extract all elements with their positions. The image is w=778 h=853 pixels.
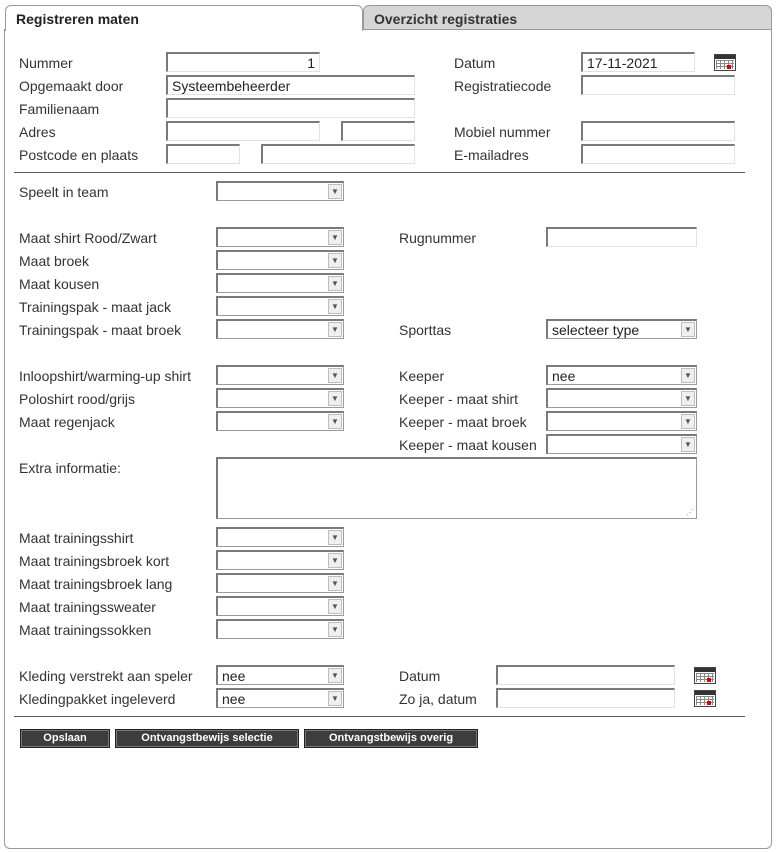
trainingssokken-select[interactable] bbox=[216, 619, 344, 639]
maat-kousen-label: Maat kousen bbox=[19, 276, 100, 292]
ontvangstbewijs-selectie-button[interactable]: Ontvangstbewijs selectie bbox=[115, 729, 299, 748]
kledingpakket-ingeleverd-label: Kledingpakket ingeleverd bbox=[19, 691, 176, 707]
kleding-verstrekt-label: Kleding verstrekt aan speler bbox=[19, 668, 193, 684]
keeper-shirt-label: Keeper - maat shirt bbox=[399, 391, 519, 407]
regenjack-select[interactable] bbox=[216, 411, 344, 431]
chevron-down-icon: ▼ bbox=[328, 368, 342, 383]
chevron-down-icon: ▼ bbox=[328, 530, 342, 545]
maat-kousen-select[interactable] bbox=[216, 273, 344, 293]
poloshirt-label: Poloshirt rood/grijs bbox=[19, 391, 135, 407]
keeper-select[interactable] bbox=[546, 365, 697, 385]
chevron-down-icon: ▼ bbox=[328, 299, 342, 314]
keeper-kousen-label: Keeper - maat kousen bbox=[399, 437, 537, 453]
tab-overzicht-registraties[interactable]: Overzicht registraties bbox=[363, 5, 772, 29]
ontvangstbewijs-overig-button[interactable]: Ontvangstbewijs overig bbox=[304, 729, 478, 748]
keeper-shirt-select[interactable] bbox=[546, 388, 697, 408]
verstrekt-datum-field[interactable] bbox=[496, 665, 675, 685]
chevron-down-icon: ▼ bbox=[328, 184, 342, 199]
chevron-down-icon: ▼ bbox=[328, 691, 342, 706]
chevron-down-icon: ▼ bbox=[681, 437, 695, 452]
registratiecode-label: Registratiecode bbox=[454, 78, 552, 94]
keeper-value: nee bbox=[552, 368, 576, 384]
datum-label: Datum bbox=[454, 55, 496, 71]
familienaam-field[interactable] bbox=[166, 98, 415, 118]
familienaam-label: Familienaam bbox=[19, 101, 100, 117]
chevron-down-icon: ▼ bbox=[328, 276, 342, 291]
calendar-icon[interactable] bbox=[694, 690, 716, 707]
chevron-down-icon: ▼ bbox=[328, 553, 342, 568]
chevron-down-icon: ▼ bbox=[681, 391, 695, 406]
trainingsbroek-kort-select[interactable] bbox=[216, 550, 344, 570]
chevron-down-icon: ▼ bbox=[328, 253, 342, 268]
trainingsbroek-lang-label: Maat trainingsbroek lang bbox=[19, 576, 173, 592]
extra-informatie-textarea[interactable] bbox=[216, 457, 697, 519]
calendar-icon[interactable] bbox=[714, 54, 736, 71]
zo-ja-datum-field[interactable] bbox=[496, 688, 675, 708]
datum-field[interactable]: 17-11-2021 bbox=[581, 52, 695, 72]
trainingsshirt-select[interactable] bbox=[216, 527, 344, 547]
chevron-down-icon: ▼ bbox=[328, 668, 342, 683]
inloopshirt-label: Inloopshirt/warming-up shirt bbox=[19, 368, 191, 384]
chevron-down-icon: ▼ bbox=[328, 622, 342, 637]
trainingspak-broek-select[interactable] bbox=[216, 319, 344, 339]
resize-grip-icon[interactable]: ⋰ bbox=[686, 508, 694, 517]
opgemaakt-door-label: Opgemaakt door bbox=[19, 78, 124, 94]
calendar-icon[interactable] bbox=[694, 667, 716, 684]
chevron-down-icon: ▼ bbox=[328, 576, 342, 591]
mobiel-nummer-label: Mobiel nummer bbox=[454, 124, 551, 140]
kleding-verstrekt-select[interactable] bbox=[216, 665, 344, 685]
emailadres-field[interactable] bbox=[581, 144, 735, 164]
inloopshirt-select[interactable] bbox=[216, 365, 344, 385]
maat-shirt-select[interactable] bbox=[216, 227, 344, 247]
nummer-field[interactable]: 1 bbox=[166, 52, 320, 72]
chevron-down-icon: ▼ bbox=[681, 414, 695, 429]
plaats-field[interactable] bbox=[261, 144, 415, 164]
trainingsbroek-kort-label: Maat trainingsbroek kort bbox=[19, 553, 170, 569]
mobiel-nummer-field[interactable] bbox=[581, 121, 735, 141]
poloshirt-select[interactable] bbox=[216, 388, 344, 408]
registratiecode-field[interactable] bbox=[581, 75, 735, 95]
kledingpakket-ingeleverd-select[interactable] bbox=[216, 688, 344, 708]
adres-number-field[interactable] bbox=[341, 121, 415, 141]
emailadres-label: E-mailadres bbox=[454, 147, 529, 163]
extra-informatie-label: Extra informatie: bbox=[19, 460, 121, 476]
postcode-plaats-label: Postcode en plaats bbox=[19, 147, 139, 163]
chevron-down-icon: ▼ bbox=[328, 391, 342, 406]
chevron-down-icon: ▼ bbox=[328, 322, 342, 337]
rugnummer-label: Rugnummer bbox=[399, 230, 477, 246]
maat-broek-label: Maat broek bbox=[19, 253, 90, 269]
chevron-down-icon: ▼ bbox=[681, 322, 695, 337]
maat-shirt-label: Maat shirt Rood/Zwart bbox=[19, 230, 157, 246]
kleding-verstrekt-value: nee bbox=[222, 668, 246, 684]
sporttas-label: Sporttas bbox=[399, 322, 452, 338]
trainingspak-broek-label: Trainingspak - maat broek bbox=[19, 322, 182, 338]
nummer-label: Nummer bbox=[19, 55, 73, 71]
keeper-kousen-select[interactable] bbox=[546, 434, 697, 454]
trainingssweater-select[interactable] bbox=[216, 596, 344, 616]
sporttas-select[interactable] bbox=[546, 319, 697, 339]
kledingpakket-ingeleverd-value: nee bbox=[222, 691, 246, 707]
adres-street-field[interactable] bbox=[166, 121, 320, 141]
sporttas-value: selecteer type bbox=[552, 322, 640, 338]
opgemaakt-door-field[interactable]: Systeembeheerder bbox=[166, 75, 415, 95]
trainingsshirt-label: Maat trainingsshirt bbox=[19, 530, 134, 546]
keeper-label: Keeper bbox=[399, 368, 445, 384]
opslaan-button[interactable]: Opslaan bbox=[20, 729, 110, 748]
chevron-down-icon: ▼ bbox=[328, 230, 342, 245]
speelt-in-team-select[interactable] bbox=[216, 181, 344, 201]
adres-label: Adres bbox=[19, 124, 56, 140]
chevron-down-icon: ▼ bbox=[328, 414, 342, 429]
trainingssokken-label: Maat trainingssokken bbox=[19, 622, 152, 638]
trainingspak-jack-label: Trainingspak - maat jack bbox=[19, 299, 171, 315]
tab-registreren-maten[interactable]: Registreren maten bbox=[5, 5, 363, 31]
divider bbox=[14, 716, 745, 717]
rugnummer-field[interactable] bbox=[546, 227, 697, 247]
maat-broek-select[interactable] bbox=[216, 250, 344, 270]
speelt-in-team-label: Speelt in team bbox=[19, 184, 109, 200]
trainingsbroek-lang-select[interactable] bbox=[216, 573, 344, 593]
chevron-down-icon: ▼ bbox=[328, 599, 342, 614]
chevron-down-icon: ▼ bbox=[681, 368, 695, 383]
trainingspak-jack-select[interactable] bbox=[216, 296, 344, 316]
divider bbox=[14, 172, 745, 173]
keeper-broek-label: Keeper - maat broek bbox=[399, 414, 527, 430]
keeper-broek-select[interactable] bbox=[546, 411, 697, 431]
regenjack-label: Maat regenjack bbox=[19, 414, 115, 430]
trainingssweater-label: Maat trainingssweater bbox=[19, 599, 156, 615]
verstrekt-datum-label: Datum bbox=[399, 668, 441, 684]
zo-ja-datum-label: Zo ja, datum bbox=[399, 691, 477, 707]
postcode-field[interactable] bbox=[166, 144, 240, 164]
